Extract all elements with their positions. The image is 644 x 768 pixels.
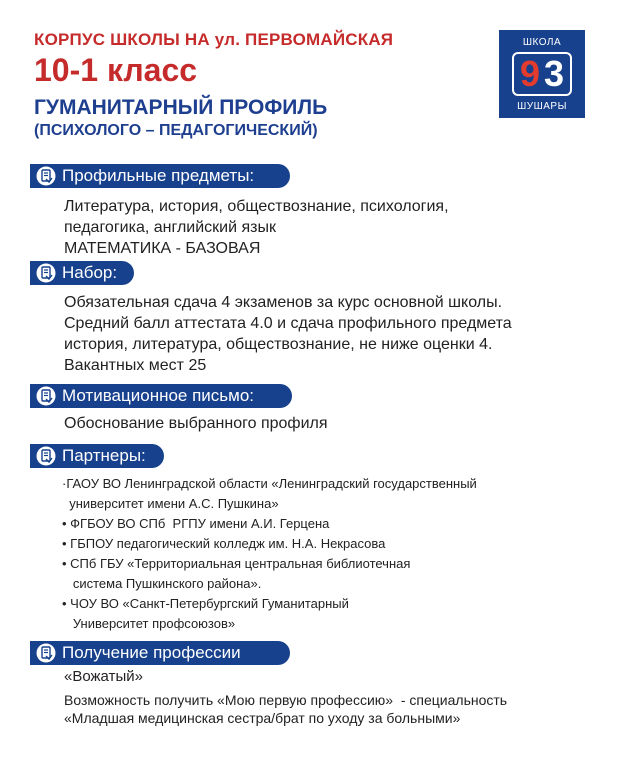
section-header-subjects bbox=[30, 164, 290, 188]
list-item: система Пушкинского района». bbox=[62, 576, 262, 591]
section-text-subjects bbox=[64, 196, 449, 259]
list-item: • ГБПОУ педагогический колледж им. Н.А. Некрасова bbox=[62, 536, 386, 551]
logo-top-text: ШКОЛА bbox=[522, 37, 562, 48]
section-header-motivation bbox=[30, 384, 292, 408]
list-item: • ФГБОУ ВО СПб РГПУ имени А.И. Герцена bbox=[62, 516, 330, 531]
text-line: Возможность получить «Мою первую профессию» - специальность bbox=[64, 692, 508, 708]
list-item: университет имени А.С. Пушкина» bbox=[62, 496, 279, 511]
text-line: Вакантных мест 25 bbox=[64, 357, 207, 374]
section-text-admission bbox=[64, 292, 512, 376]
document-icon bbox=[36, 446, 56, 466]
document-icon bbox=[36, 263, 56, 283]
logo-digit-nine: 9 bbox=[520, 53, 541, 94]
profession-description bbox=[64, 691, 507, 727]
profile-subtitle: (ПСИХОЛОГО – ПЕДАГОГИЧЕСКИЙ) bbox=[34, 122, 318, 139]
section-label: Набор: bbox=[62, 263, 118, 282]
text-line: Обоснование выбранного профиля bbox=[64, 415, 328, 432]
text-line: педагогика, английский язык bbox=[64, 219, 276, 236]
partners-list bbox=[62, 474, 477, 634]
profile-title: ГУМАНИТАРНЫЙ ПРОФИЛЬ bbox=[34, 96, 328, 119]
document-icon bbox=[36, 386, 56, 406]
class-title: 10-1 класс bbox=[34, 52, 198, 88]
section-header-partners bbox=[30, 444, 164, 468]
list-item: • СПб ГБУ «Территориальная центральная библиотечная bbox=[62, 556, 411, 571]
text-line: история, литература, обществознание, не ниже оценки 4. bbox=[64, 336, 493, 353]
logo-bottom-text: ШУШАРЫ bbox=[517, 101, 567, 112]
text-line: Средний балл аттестата 4.0 и сдача профильного предмета bbox=[64, 315, 512, 332]
list-item: ·ГАОУ ВО Ленинградской области «Ленинградский государственный bbox=[62, 476, 477, 491]
section-label: Получение профессии bbox=[62, 643, 241, 662]
section-label: Профильные предметы: bbox=[62, 166, 255, 185]
section-header-admission bbox=[30, 261, 134, 285]
document-icon bbox=[36, 166, 56, 186]
section-header-profession bbox=[30, 641, 290, 665]
text-line: МАТЕМАТИКА - БАЗОВАЯ bbox=[64, 240, 261, 257]
profession-name: «Вожатый» bbox=[64, 668, 143, 685]
building-caption: КОРПУС ШКОЛЫ НА ул. ПЕРВОМАЙСКАЯ bbox=[34, 30, 394, 49]
document-icon bbox=[36, 643, 56, 663]
text-line: Литература, история, обществознание, психология, bbox=[64, 198, 449, 215]
section-label: Мотивационное письмо: bbox=[62, 386, 255, 405]
logo-digits bbox=[512, 52, 572, 96]
section-text-motivation bbox=[64, 413, 328, 434]
list-item: Университет профсоюзов» bbox=[62, 616, 236, 631]
text-line: Обязательная сдача 4 экзаменов за курс основной школы. bbox=[64, 294, 503, 311]
school-logo bbox=[499, 30, 585, 118]
logo-digit-three: 3 bbox=[544, 53, 565, 94]
section-label: Партнеры: bbox=[62, 446, 146, 465]
text-line: «Младшая медицинская сестра/брат по уходу за больными» bbox=[64, 710, 461, 726]
list-item: • ЧОУ ВО «Санкт-Петербургский Гуманитарный bbox=[62, 596, 349, 611]
